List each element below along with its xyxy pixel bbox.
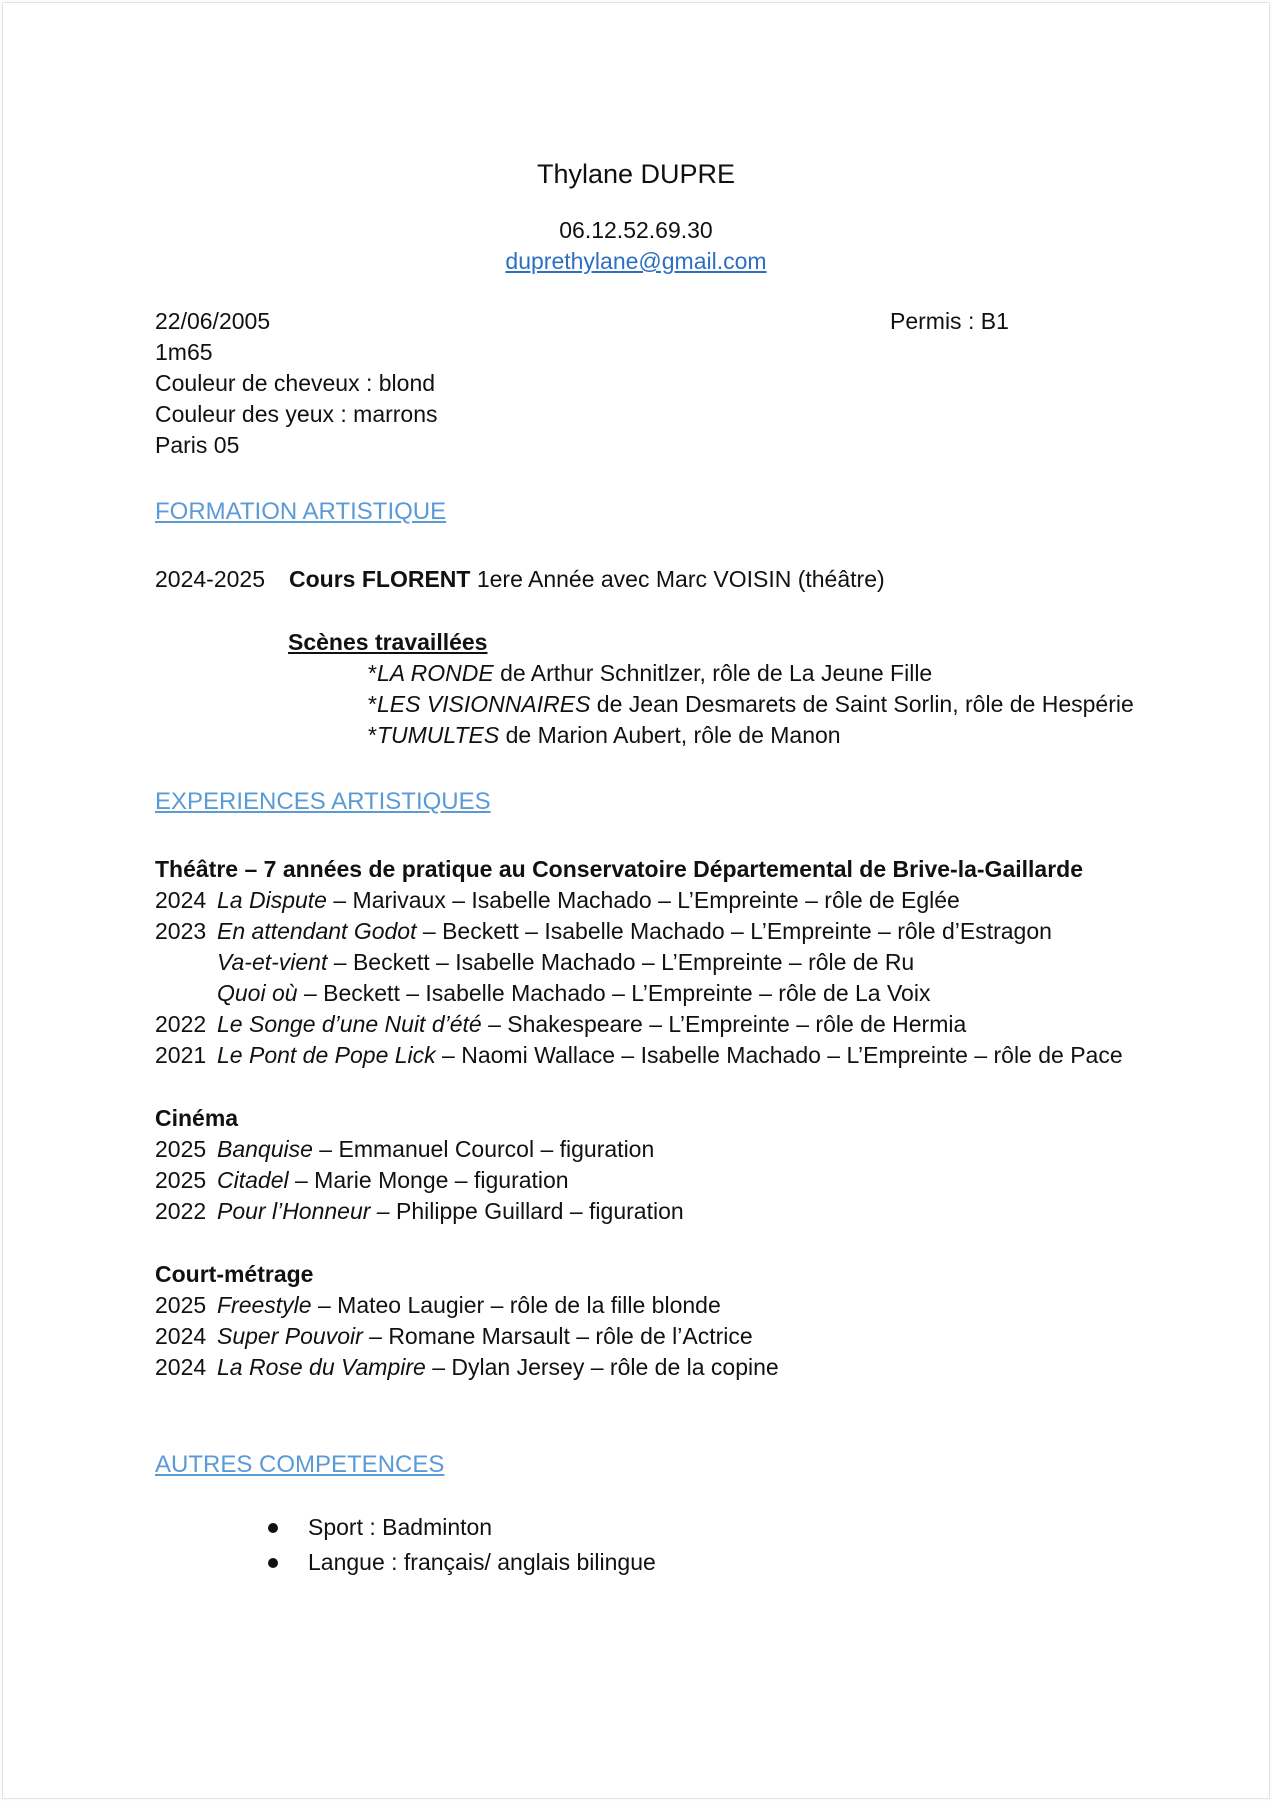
court-metrage-header: Court-métrage [155,1261,314,1287]
scene-item: *LA RONDE de Arthur Schnitlzer, rôle de La Jeune Fille [368,660,933,686]
theatre-row [155,885,1123,916]
row-year: 2022 [155,1198,207,1224]
cv-page [3,3,1269,1798]
row-detail: – Beckett – Isabelle Machado – L’Empreinte – rôle d’Estragon [416,918,1052,944]
theatre-header: Théâtre – 7 années de pratique au Conservatoire Départemental de Brive-la-Gaillarde [155,856,1083,882]
theatre-block [155,854,1123,1071]
scenes-title: Scènes travaillées [288,629,488,655]
court-metrage-row [155,1352,779,1383]
row-detail: – Beckett – Isabelle Machado – L’Empreinte – rôle de Ru [327,949,915,975]
candidate-name: Thylane DUPRE [536,159,736,189]
formation-details: 1ere Année avec Marc VOISIN (théâtre) [470,566,885,592]
theatre-row [155,978,1123,1009]
row-year: 2024 [155,1354,207,1380]
row-detail: – Marie Monge – figuration [288,1167,569,1193]
row-year: 2025 [155,1136,207,1162]
row-year: 2024 [155,887,207,913]
bullet-icon [268,1558,278,1568]
birthdate: 22/06/2005 [155,308,271,334]
scene-item: *TUMULTES de Marion Aubert, rôle de Manon [368,722,841,748]
scene-play: LES VISIONNAIRES [376,691,591,717]
bullet-icon [268,1523,278,1533]
row-detail: – Romane Marsault – rôle de l’Actrice [362,1323,753,1349]
cinema-block [155,1103,684,1227]
theatre-row [155,1040,1123,1071]
section-title-experiences: EXPERIENCES ARTISTIQUES [155,788,491,815]
driving-license: Permis : B1 [890,308,1009,334]
row-year: 2025 [155,1167,207,1193]
hair-color: Couleur de cheveux : blond [155,370,436,396]
personal-info [155,306,438,461]
row-work: Le Pont de Pope Lick [217,1042,436,1068]
row-detail: – Shakespeare – L’Empreinte – rôle de Hermia [481,1011,967,1037]
row-work: Freestyle [217,1292,312,1318]
cinema-row [155,1165,684,1196]
cinema-row [155,1196,684,1227]
row-work: Le Songe d’une Nuit d’été [217,1011,482,1037]
row-work: Citadel [217,1167,289,1193]
scene-detail: de Marion Aubert, rôle de Manon [499,722,841,748]
cinema-header: Cinéma [155,1105,239,1131]
formation-school: Cours FLORENT [289,566,471,592]
row-work: Pour l’Honneur [217,1198,371,1224]
scene-detail: de Arthur Schnitlzer, rôle de La Jeune Fille [493,660,933,686]
row-work: La Dispute [217,887,327,913]
row-detail: – Naomi Wallace – Isabelle Machado – L’Empreinte – rôle de Pace [435,1042,1123,1068]
row-work: En attendant Godot [217,918,417,944]
formation-year: 2024-2025 [155,566,265,592]
theatre-row [155,916,1123,947]
row-work: Banquise [217,1136,313,1162]
skill-text: Langue : français/ anglais bilingue [308,1549,656,1575]
row-year: 2024 [155,1323,207,1349]
row-detail: – Beckett – Isabelle Machado – L’Empreinte – rôle de La Voix [297,980,931,1006]
section-title-skills: AUTRES COMPETENCES [155,1451,445,1478]
row-detail: – Philippe Guillard – figuration [370,1198,684,1224]
row-year: 2022 [155,1011,207,1037]
court-metrage-block [155,1259,779,1383]
scenes-list [368,658,1134,751]
row-detail: – Mateo Laugier – rôle de la fille blonde [311,1292,721,1318]
scene-item: *LES VISIONNAIRES de Jean Desmarets de Saint Sorlin, rôle de Hespérie [368,691,1134,717]
scene-play: TUMULTES [376,722,500,748]
phone-number: 06.12.52.69.30 [559,217,713,243]
court-metrage-row [155,1321,779,1352]
row-work: Super Pouvoir [217,1323,363,1349]
row-detail: – Dylan Jersey – rôle de la copine [425,1354,779,1380]
row-year: 2023 [155,918,207,944]
scene-play: LA RONDE [376,660,494,686]
scene-detail: de Jean Desmarets de Saint Sorlin, rôle de Hespérie [590,691,1134,717]
email-container [3,246,1269,277]
row-year: 2021 [155,1042,207,1068]
formation-entry [155,564,885,595]
row-work: Quoi où [217,980,298,1006]
row-detail: – Marivaux – Isabelle Machado – L’Empreinte – rôle de Eglée [326,887,960,913]
row-work: La Rose du Vampire [217,1354,426,1380]
court-metrage-row [155,1290,779,1321]
row-year: 2025 [155,1292,207,1318]
email-link[interactable]: duprethylane@gmail.com [505,248,767,274]
row-work: Va-et-vient [217,949,328,975]
theatre-row [155,1009,1123,1040]
theatre-row [155,947,1123,978]
section-title-formation: FORMATION ARTISTIQUE [155,498,447,525]
row-detail: – Emmanuel Courcol – figuration [312,1136,655,1162]
skill-text: Sport : Badminton [308,1514,493,1540]
cinema-row [155,1134,684,1165]
location: Paris 05 [155,432,240,458]
eye-color: Couleur des yeux : marrons [155,401,438,427]
height: 1m65 [155,339,213,365]
